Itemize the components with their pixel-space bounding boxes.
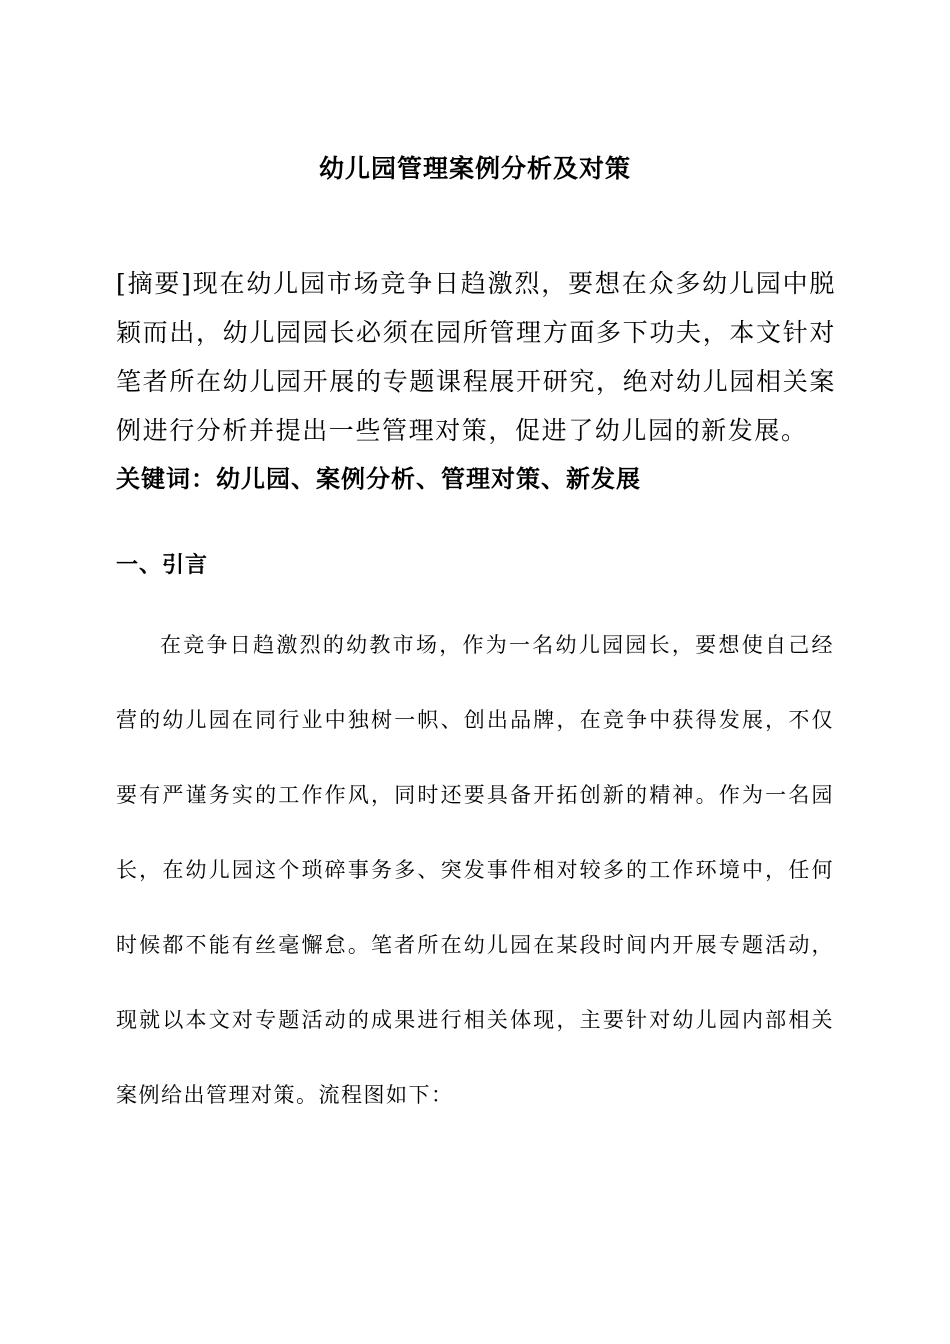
section-heading-introduction: 一、引言 [116,552,209,578]
keywords-line: 关键词：幼儿园、案例分析、管理对策、新发展 [116,465,641,493]
document-title: 幼儿园管理案例分析及对策 [318,153,631,183]
abstract-paragraph: [摘要]现在幼儿园市场竞争日趋激烈，要想在众多幼儿园中脱颖而出，幼儿园园长必须在园所管理方面多下功夫，本文针对笔者所在幼儿园开展的专题课程展开研究，绝对幼儿园相关案例进行分析并提出一些管理对策，促进了幼儿园的新发展。 [116,269,836,445]
introduction-paragraph: 在竞争日趋激烈的幼教市场，作为一名幼儿园园长，要想使自己经营的幼儿园在同行业中独树一帜、创出品牌，在竞争中获得发展，不仅要有严谨务实的工作作风，同时还要具备开拓创新的精神。作为一名园长，在幼儿园这个琐碎事务多、突发事件相对较多的工作环境中，任何时候都不能有丝毫懈怠。笔者所在幼儿园在某段时间内开展专题活动，现就以本文对专题活动的成果进行相关体现，主要针对幼儿园内部相关案例给出管理对策。流程图如下： [116,633,834,1107]
